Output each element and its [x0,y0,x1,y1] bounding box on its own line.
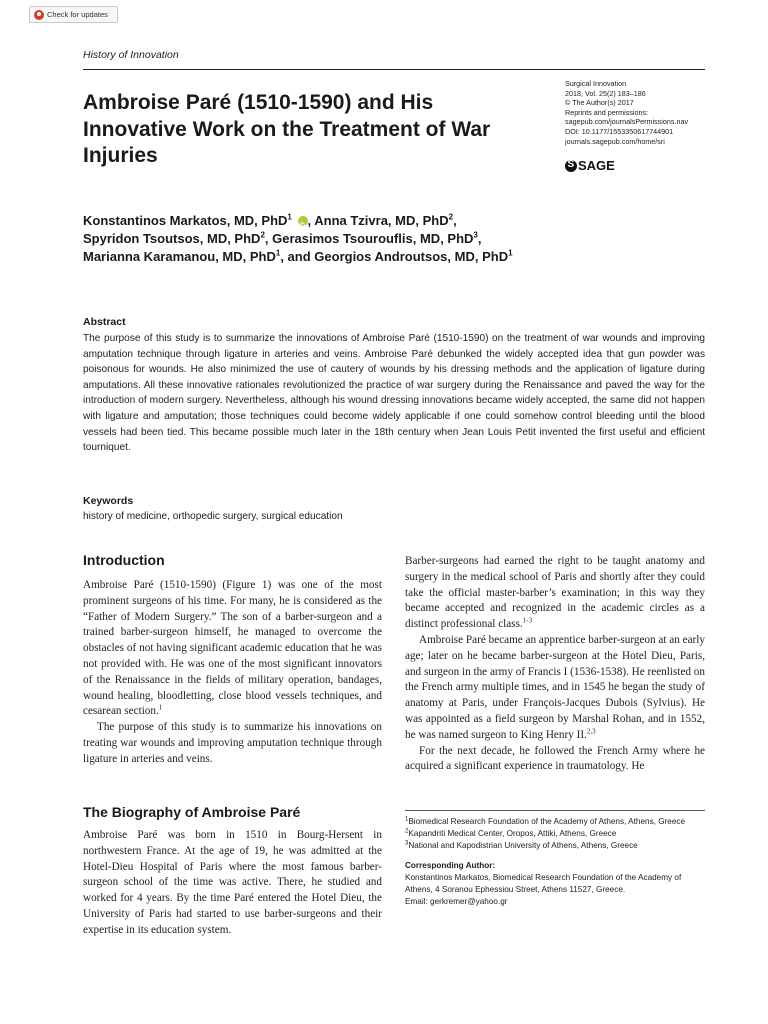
paragraph [405,633,705,744]
affiliation-sup: 2 [405,828,409,835]
author-affiliation-sup: 2 [260,230,265,240]
right-column-body [405,554,705,775]
author-name: Anna Tzivra, MD, PhD [314,213,449,228]
paragraph [405,554,705,633]
publisher-logo [565,158,615,173]
affiliation-sup: 1 [405,816,409,823]
paragraph: Ambroise Paré was born in 1510 in Bourg-Hersent in northwestern France. At the age of 19, he was admitted at the Hotel-Dieu Hospital of Paris where the most famous barber-surgeon school of the time was active. There, he studied and worked for 4 years. By the time Paré entered the Hotel Dieu, the University of Paris had started to use barber-surgeons and their expertise in its education system. [83,829,382,936]
author-name: Georgios Androutsos, MD, PhD [314,249,509,264]
introduction-body [83,578,382,768]
journal-info [565,79,715,146]
abstract-heading: Abstract [83,316,126,328]
paragraph: For the next decade, he followed the French Army where he acquired a significant experience in traumatology. He [405,744,705,773]
affiliation-item [405,828,705,840]
sage-logo-icon [565,160,577,172]
check-for-updates-button[interactable] [29,6,118,23]
affiliation-text: Kapandriti Medical Center, Oropos, Attiki, Athens, Greece [408,829,617,839]
crossmark-icon [34,10,44,20]
check-for-updates-label: Check for updates [47,10,108,19]
paragraph-text: Barber-surgeons had earned the right to be taught anatomy and surgery in the medical school of Paris and shortly after they could take the official master-barber’s examination; in this way they became accepted and recognized in the academic circles as a distinct professional class. [405,555,705,631]
author-name: Konstantinos Markatos, MD, PhD [83,213,288,228]
affiliation-sup: 3 [405,840,409,847]
author-list: Konstantinos Markatos, MD, PhD$^1$ iD , Anna Tzivra, MD, PhD$^2$, Spyridon Tsoutsos, MD, PhD$^2$, Gerasimos Tsourouflis, MD, PhD$^3$, Marianna Karamanou, MD, PhD$^1$, and Georgios Androutsos, MD, PhD$^1$ [83,212,703,266]
copyright-line: © The Author(s) 2017 [565,98,634,108]
journal-name: Surgical Innovation [565,79,627,88]
article-title: Ambroise Paré (1510-1590) and His Innovative Work on the Treatment of War Injuries [83,91,491,167]
journal-homepage-link[interactable]: journals.sagepub.com/home/sri [565,136,665,146]
corresponding-author-email[interactable]: Email: gerkremer@yahoo.gr [405,897,508,907]
author-affiliation-sup: 1 [508,248,513,258]
paragraph: The purpose of this study is to summarize his innovations on treating war wounds and improving amputation technique through ligature in arteries and veins. [83,721,382,765]
paragraph-text: Ambroise Paré (1510-1590) (Figure 1) was one of the most prominent surgeons of his time. For many, he is considered as the “Father of Modern Surgery.” The son of a barber-surgeon and a trained barber-surgeon himself, he managed to overcome the obstacles of not having significant academic education that he was not provided with. He was one of the most significant innovators of the Renaissance in the fields of military operation, bandages, wound healing, bloodletting, close blood vessels techniques, and cesarean section. [83,579,382,718]
citation-ref[interactable]: 1 [158,703,163,712]
orcid-icon[interactable] [298,216,308,226]
citation-ref[interactable]: 2,3 [586,727,596,736]
footnote-rule [405,810,705,811]
affiliation-text: Biomedical Research Foundation of the Academy of Athens, Athens, Greece [408,817,686,826]
permissions-link[interactable]: sagepub.com/journalsPermissions.nav [565,117,689,127]
biography-body [83,828,382,939]
biography-heading: The Biography of Ambroise Paré [83,804,301,820]
affiliation-text: National and Kapodistrian University of Athens, Athens, Greece [408,841,638,851]
introduction-heading: Introduction [83,552,165,568]
abstract-text: The purpose of this study is to summarize the innovations of Ambroise Paré (1510-1590) on the treatment of war wounds and improving amputation technique through ligature in arteries and veins. Ambroise Paré debunked the widely accepted idea that gun powder was poisonous for wounds. He also minimized the use of cautery of wounds by his dressing methods and the application of ligature during amputations. All these innovative rationales revolutionized the practice of war surgery during the Renaissance and paved the way for the introduction of modern surgery. Nevertheless, although his wound dressing innovations became widely accepted, the same did not happen with ligature and amputation; those techniques could become widely applicable if one could somehow control bleeding until the blood vessels had been tied. This became possible much later in the 18th century when Jean Louis Petit invented the first useful and efficient tourniquet. [83,333,705,454]
author-affiliation-sup: 2 [448,212,454,222]
corresponding-author-heading: Corresponding Author: [405,860,496,870]
keywords-heading: Keywords [83,495,134,507]
keywords-text: history of medicine, orthopedic surgery, surgical education [83,511,343,522]
header-rule [83,69,705,70]
journal-volume: 2018, Vol. 25(2) 183–186 [565,88,646,98]
corresponding-author-address: Konstantinos Markatos, Biomedical Research Foundation of the Academy of Athens, 4 Soranou Ephessiou Street, Athens 11527, Greece. [405,872,682,895]
author-name: Spyridon Tsoutsos, MD, PhD [83,231,261,246]
publisher-name: SAGE [578,158,615,173]
affiliation-item [405,840,705,852]
section-label: History of Innovation [83,49,179,61]
affiliation-item [405,816,705,828]
author-name: Gerasimos Tsourouflis, MD, PhD [272,231,474,246]
reprints-line: Reprints and permissions: [565,107,649,117]
doi-link[interactable]: DOI: 10.1177/1553350617744901 [565,126,674,136]
author-affiliation-sup: 1 [275,248,281,258]
paragraph [83,578,382,720]
paragraph-text: Ambroise Paré became an apprentice barber-surgeon at an early age; later on he became barber-surgeon at the Hotel Dieu, Paris, and surgeon in the army of Francis I (1536-1538). He reenlisted on the French army multiple times, and in 1545 he began the study of anatomy at Paris, under François-Jacques Dubois (Sylvius). He was appointed as a field surgeon by Marshal Rohan, and in 1552, he was named surgeon to King Henry II. [405,633,705,741]
citation-ref[interactable]: 1-3 [522,616,533,625]
author-name: Marianna Karamanou, MD, PhD [83,249,276,264]
affiliation-footnotes [405,816,705,908]
author-affiliation-sup: 3 [473,230,478,240]
author-affiliation-sup: 1 [287,212,292,222]
